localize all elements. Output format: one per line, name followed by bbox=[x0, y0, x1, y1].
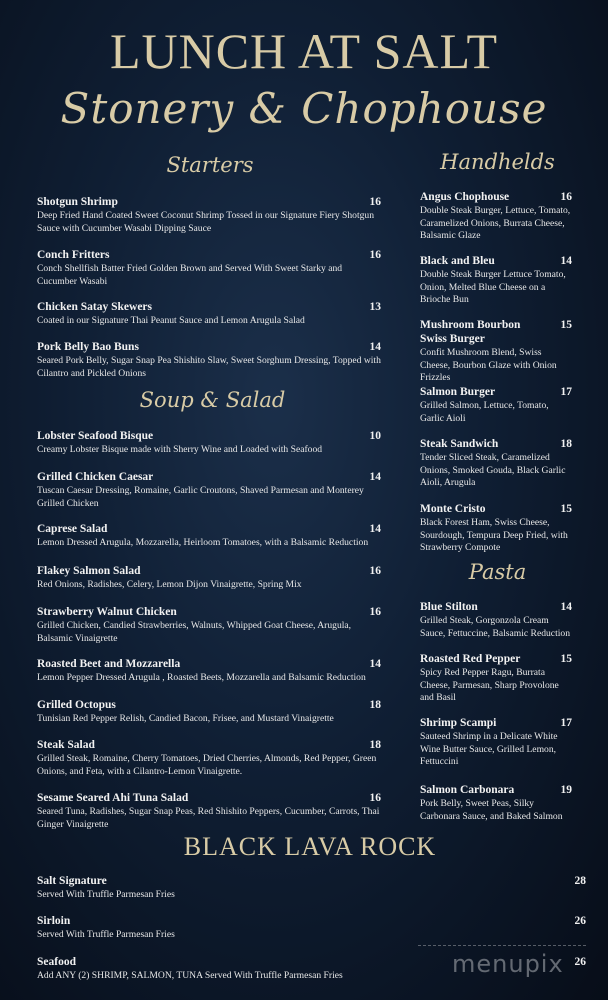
menu-item bbox=[420, 318, 572, 385]
item-price: 14 bbox=[369, 341, 381, 353]
item-description: Add ANY (2) SHRIMP, SALMON, TUNA Served With Truffle Parmesan Fries bbox=[37, 970, 343, 981]
item-description: Confit Mushroom Blend, Swiss Cheese, Bourbon Glaze with Onion Frizzles bbox=[420, 347, 557, 383]
menu-item bbox=[37, 195, 381, 235]
item-name: Strawberry Walnut Chicken bbox=[37, 606, 177, 618]
item-price: 16 bbox=[560, 191, 572, 203]
item-price: 16 bbox=[369, 792, 381, 804]
item-description: Coated in our Signature Thai Peanut Sauce and Lemon Arugula Salad bbox=[37, 315, 305, 326]
item-price: 16 bbox=[369, 606, 381, 618]
item-price: 15 bbox=[560, 653, 572, 665]
menu-item bbox=[420, 652, 572, 705]
item-name: Angus Chophouse bbox=[420, 191, 510, 203]
item-description: Served With Truffle Parmesan Fries bbox=[37, 929, 175, 940]
item-description: Lemon Dressed Arugula, Mozzarella, Heirloom Tomatoes, with a Balsamic Reduction bbox=[37, 537, 369, 548]
item-price: 16 bbox=[369, 249, 381, 261]
item-description: Spicy Red Pepper Ragu, Burrata Cheese, Parmesan, Sharp Provolone and Basil bbox=[420, 667, 559, 703]
item-price: 13 bbox=[369, 301, 381, 313]
item-description: Deep Fried Hand Coated Sweet Coconut Shrimp Tossed in our Signature Fiery Shotgun Sauce with Cucumber Wasabi Dipping Sauce bbox=[37, 210, 375, 234]
menu-item bbox=[420, 783, 572, 823]
item-name: Blue Stilton bbox=[420, 601, 478, 613]
menu-item bbox=[420, 254, 572, 307]
item-price: 26 bbox=[574, 915, 586, 927]
item-price: 15 bbox=[560, 319, 572, 331]
item-description: Tender Sliced Steak, Caramelized Onions, Smoked Gouda, Black Garlic Aioli, Arugula bbox=[420, 452, 566, 488]
item-price: 18 bbox=[369, 739, 381, 751]
item-name: Salt Signature bbox=[37, 875, 107, 887]
item-description: Pork Belly, Sweet Peas, Silky Carbonara Sauce, and Baked Salmon bbox=[420, 798, 563, 822]
item-name: Chicken Satay Skewers bbox=[37, 301, 153, 313]
item-name: Monte Cristo bbox=[420, 503, 486, 515]
menu-item bbox=[37, 914, 586, 942]
item-description: Creamy Lobster Bisque made with Sherry Wine and Loaded with Seafood bbox=[37, 444, 323, 455]
item-name: Caprese Salad bbox=[37, 523, 108, 535]
item-price: 18 bbox=[369, 699, 381, 711]
item-name: Grilled Chicken Caesar bbox=[37, 471, 154, 483]
section-heading-black-lava-rock: BLACK LAVA ROCK bbox=[183, 832, 437, 861]
item-name: Pork Belly Bao Buns bbox=[37, 341, 139, 353]
item-name: Mushroom Bourbon Swiss Burger bbox=[420, 319, 521, 345]
item-description: Tuscan Caesar Dressing, Romaine, Garlic Croutons, Shaved Parmesan and Monterey Grilled Chicken bbox=[37, 485, 364, 509]
item-description: Grilled Steak, Gorgonzola Cream Sauce, Fettuccine, Balsamic Reduction bbox=[420, 615, 570, 639]
item-name: Steak Salad bbox=[37, 739, 95, 751]
item-name: Lobster Seafood Bisque bbox=[37, 430, 154, 442]
item-description: Sauteed Shrimp in a Delicate White Wine Butter Sauce, Grilled Lemon, Fettuccini bbox=[420, 731, 558, 767]
menu-item bbox=[420, 437, 572, 490]
item-description: Served With Truffle Parmesan Fries bbox=[37, 889, 175, 900]
item-price: 14 bbox=[369, 471, 381, 483]
item-price: 28 bbox=[574, 875, 586, 887]
menu-item bbox=[37, 300, 381, 328]
item-price: 14 bbox=[369, 658, 381, 670]
menu-item bbox=[420, 385, 572, 425]
menu-item bbox=[37, 874, 586, 902]
item-price: 15 bbox=[560, 503, 572, 515]
item-name: Conch Fritters bbox=[37, 249, 110, 261]
item-price: 18 bbox=[560, 438, 572, 450]
item-name: Flakey Salmon Salad bbox=[37, 565, 141, 577]
menupix-watermark: menupix bbox=[452, 950, 564, 978]
menu-item bbox=[37, 470, 381, 510]
item-name: Sesame Seared Ahi Tuna Salad bbox=[37, 792, 189, 804]
menu-item bbox=[420, 502, 572, 555]
menu-item bbox=[37, 564, 381, 592]
menu-item bbox=[37, 522, 381, 550]
section-heading-pasta: Pasta bbox=[468, 560, 527, 584]
item-price: 26 bbox=[574, 956, 586, 968]
item-name: Seafood bbox=[37, 956, 76, 968]
item-description: Black Forest Ham, Swiss Cheese, Sourdough, Tempura Deep Fried, with Strawberry Compote bbox=[420, 517, 568, 553]
menu-item bbox=[37, 605, 381, 645]
section-heading-handhelds: Handhelds bbox=[440, 150, 555, 174]
item-description: Grilled Salmon, Lettuce, Tomato, Garlic Aioli bbox=[420, 400, 549, 424]
item-name: Roasted Beet and Mozzarella bbox=[37, 658, 181, 670]
item-price: 19 bbox=[560, 784, 572, 796]
item-description: Double Steak Burger, Lettuce, Tomato, Caramelized Onions, Burrata Cheese, Balsamic Glaze bbox=[420, 205, 571, 241]
menu-item bbox=[420, 190, 572, 243]
item-name: Black and Bleu bbox=[420, 255, 495, 267]
item-description: Seared Pork Belly, Sugar Snap Pea Shishito Slaw, Sweet Sorghum Dressing, Topped with Cilantro and Pickled Onions bbox=[37, 355, 381, 379]
menu-item bbox=[37, 657, 381, 685]
item-name: Salmon Carbonara bbox=[420, 784, 515, 796]
item-price: 14 bbox=[560, 601, 572, 613]
item-description: Tunisian Red Pepper Relish, Candied Bacon, Frisee, and Mustard Vinaigrette bbox=[37, 713, 334, 724]
item-price: 16 bbox=[369, 196, 381, 208]
item-price: 17 bbox=[560, 717, 572, 729]
item-price: 14 bbox=[369, 523, 381, 535]
item-name: Steak Sandwich bbox=[420, 438, 499, 450]
item-name: Shotgun Shrimp bbox=[37, 196, 118, 208]
watermark-divider bbox=[418, 945, 586, 946]
section-heading-soup-salad: Soup & Salad bbox=[139, 388, 286, 412]
item-description: Grilled Steak, Romaine, Cherry Tomatoes, Dried Cherries, Almonds, Red Pepper, Green Onions, and Feta, with a Cilantro-Lemon Vinaigrette. bbox=[37, 753, 377, 777]
item-description: Double Steak Burger Lettuce Tomato, Onion, Melted Blue Cheese on a Brioche Bun bbox=[420, 269, 566, 305]
item-name: Shrimp Scampi bbox=[420, 717, 497, 729]
item-price: 16 bbox=[369, 565, 381, 577]
menu-item bbox=[37, 340, 381, 380]
menu-item bbox=[37, 429, 381, 457]
restaurant-subtitle: Stonery & Chophouse bbox=[60, 84, 548, 133]
item-price: 10 bbox=[369, 430, 381, 442]
menu-item bbox=[420, 600, 572, 640]
menu-item bbox=[37, 738, 381, 778]
item-description: Lemon Pepper Dressed Arugula , Roasted Beets, Mozzarella and Balsamic Reduction bbox=[37, 672, 366, 683]
menu-item bbox=[37, 248, 381, 288]
section-heading-starters: Starters bbox=[166, 153, 254, 177]
item-name: Roasted Red Pepper bbox=[420, 653, 521, 665]
menu-item bbox=[37, 698, 381, 726]
item-description: Conch Shellfish Batter Fried Golden Brown and Served With Sweet Starky and Cucumber Wasabi bbox=[37, 263, 343, 287]
item-price: 17 bbox=[560, 386, 572, 398]
item-name: Salmon Burger bbox=[420, 386, 496, 398]
menu-item bbox=[37, 791, 381, 831]
item-name: Sirloin bbox=[37, 915, 71, 927]
menu-title: LUNCH AT SALT bbox=[109, 23, 499, 79]
item-description: Grilled Chicken, Candied Strawberries, Walnuts, Whipped Goat Cheese, Arugula, Balsamic Vinaigrette bbox=[37, 620, 352, 644]
item-price: 14 bbox=[560, 255, 572, 267]
menu-item bbox=[420, 716, 572, 769]
item-description: Red Onions, Radishes, Celery, Lemon Dijon Vinaigrette, Spring Mix bbox=[37, 579, 302, 590]
item-name: Grilled Octopus bbox=[37, 699, 116, 711]
item-description: Seared Tuna, Radishes, Sugar Snap Peas, Red Shishito Peppers, Cucumber, Carrots, Thai Ginger Vinaigrette bbox=[37, 806, 380, 830]
